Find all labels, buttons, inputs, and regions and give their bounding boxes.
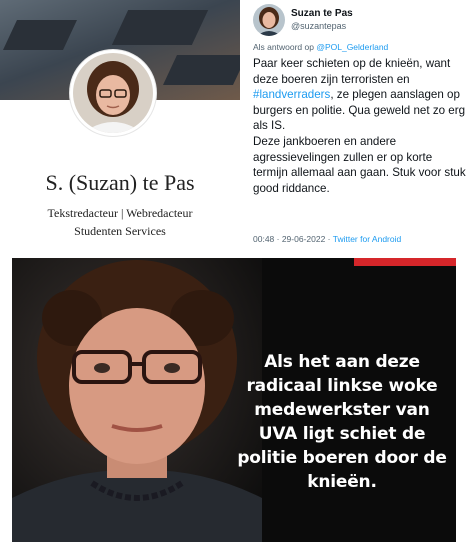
tweet-meta	[253, 234, 401, 244]
meme-caption: Als het aan deze radicaal linkse woke medewerkster van UVA ligt schiet de politie boeren door de knieën.	[237, 352, 447, 492]
tweet-text-part-2: , ze plegen aanslagen op burgers en politie. Qua geweld net zo erg als IS.	[253, 88, 466, 133]
tweet-text-part-3: Deze jankboeren en andere agressievelingen zullen er op korte termijn allemaal aan gaan. Stuk voor stuk good riddance.	[253, 134, 466, 195]
tweet-timestamp[interactable]: 00:48 · 29-06-2022 ·	[253, 234, 331, 244]
tweet-source-link[interactable]: Twitter for Android	[332, 234, 402, 244]
tweet	[247, 0, 471, 252]
profile-avatar	[70, 50, 156, 136]
profile-name: S. (Suzan) te Pas	[45, 170, 195, 195]
meme-image	[12, 258, 456, 542]
reply-prefix: Als antwoord op	[253, 42, 314, 52]
profile-department: Studenten Services	[74, 224, 166, 238]
tweet-text	[253, 56, 469, 196]
meme-red-accent	[354, 258, 456, 266]
profile-card	[0, 0, 240, 250]
tweet-display-name[interactable]: Suzan te Pas	[291, 8, 353, 19]
hashtag-link[interactable]: #landverraders	[253, 88, 331, 102]
tweet-text-part-1: Paar keer schieten op de knieën, want deze boeren zijn terroristen en	[253, 57, 451, 86]
reply-mention-link[interactable]: @POL_Gelderland	[316, 42, 389, 52]
meme-portrait	[12, 258, 262, 542]
tweet-avatar[interactable]	[253, 4, 285, 36]
tweet-handle[interactable]: @suzantepas	[291, 21, 347, 31]
profile-role: Tekstredacteur | Webredacteur	[47, 206, 193, 220]
reply-context	[253, 42, 388, 52]
